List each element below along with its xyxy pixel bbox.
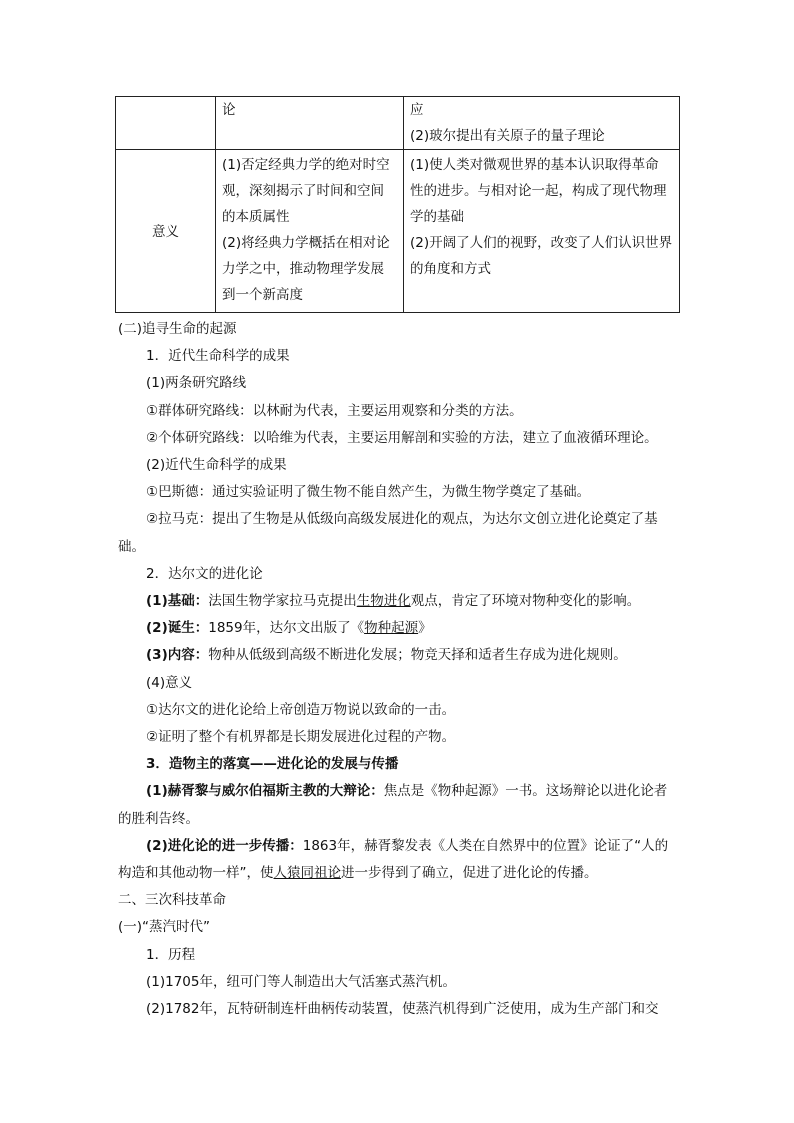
subsection-title: 1．近代生命科学的成果 xyxy=(146,348,290,365)
underlined-term: 生物进化 xyxy=(356,593,411,610)
cell-text: (2)玻尔提出有关原子的量子理论 xyxy=(410,128,605,144)
cell-text: 到一个新高度 xyxy=(222,287,303,303)
paragraph: ①群体研究路线：以林耐为代表，主要运用观察和分类的方法。 xyxy=(146,402,523,419)
section-heading: (二)追寻生命的起源 xyxy=(118,321,237,337)
subsection-title: 2．达尔文的进化论 xyxy=(146,565,263,582)
term-label: (1)赫胥黎与威尔伯福斯主教的大辩论： xyxy=(146,783,384,800)
paragraph: ①达尔文的进化论给上帝创造万物说以致命的一击。 xyxy=(146,701,456,718)
cell-text: (2)开阔了人们的视野，改变了人们认识世界 xyxy=(410,235,673,251)
underlined-term: 人猿同祖论 xyxy=(273,865,341,882)
underlined-term: 物种起源 xyxy=(364,620,419,637)
paragraph xyxy=(118,588,680,615)
text: 物种从低级到高级不断进化发展；物竞天择和适者生存成为进化规则。 xyxy=(208,647,627,664)
paragraph xyxy=(118,642,680,669)
table-row xyxy=(116,97,680,150)
text: 进一步得到了确立，促进了进化论的传播。 xyxy=(341,865,598,882)
text: 1863年，赫胥黎发表《人类在自然界中的位置》论证了“人的构造和其他动物一样”，使 xyxy=(118,837,669,882)
text: 》 xyxy=(418,620,432,637)
text: 观点，肯定了环境对物种变化的影响。 xyxy=(410,593,641,610)
paragraph: ①巴斯德：通过实验证明了微生物不能自然产生，为微生物学奠定了基础。 xyxy=(146,484,591,501)
cell-text: 的本质属性 xyxy=(222,209,290,225)
paragraph: (1)1705年，纽可门等人制造出大气活塞式蒸汽机。 xyxy=(146,973,456,990)
paragraph xyxy=(118,833,680,887)
table-cell xyxy=(216,97,404,150)
cell-text: (1)使人类对微观世界的基本认识取得革命 xyxy=(410,157,659,173)
paragraph: ②个体研究路线：以哈维为代表，主要运用解剖和实验的方法，建立了血液循环理论。 xyxy=(146,429,658,446)
table-cell xyxy=(216,150,404,313)
section-heading: (一)“蒸汽时代” xyxy=(118,919,211,936)
cell-text: (2)将经典力学概括在相对论 xyxy=(222,235,390,251)
cell-text: 力学之中，推动物理学发展 xyxy=(222,261,384,277)
paragraph: (4)意义 xyxy=(146,674,193,691)
paragraph xyxy=(118,778,680,832)
paragraph: ②证明了整个有机界都是长期发展进化过程的产物。 xyxy=(146,729,456,746)
text: 法国生物学家拉马克提出 xyxy=(208,593,357,610)
cell-text: 应 xyxy=(410,102,424,118)
paragraph: (2)1782年，瓦特研制连杆曲柄传动装置，使蒸汽机得到广泛使用，成为生产部门和交 xyxy=(146,1001,659,1018)
paragraph: ②拉马克：提出了生物是从低级向高级发展进化的观点，为达尔文创立进化论奠定了基础。 xyxy=(118,511,658,555)
cell-text: (1)否定经典力学的绝对时空 xyxy=(222,157,390,173)
term-label: (1)基础： xyxy=(146,593,209,610)
cell-text: 学的基础 xyxy=(410,209,464,225)
text: 1859年，达尔文出版了《 xyxy=(208,620,365,637)
row-header-significance: 意义 xyxy=(116,150,216,313)
document-body xyxy=(118,316,680,1023)
paragraph: (1)两条研究路线 xyxy=(146,375,247,392)
cell-text: 观，深刻揭示了时间和空间 xyxy=(222,183,384,199)
subsection-title: 1．历程 xyxy=(146,946,196,963)
comparison-table xyxy=(115,96,680,313)
cell-text: 的角度和方式 xyxy=(410,261,491,277)
term-label: (3)内容： xyxy=(146,647,209,664)
cell-text: 性的进步。与相对论一起，构成了现代物理 xyxy=(410,183,667,199)
paragraph: (2)近代生命科学的成果 xyxy=(146,457,287,474)
paragraph xyxy=(118,615,680,642)
table-cell xyxy=(116,97,216,150)
section-heading: 二、三次科技革命 xyxy=(118,892,226,909)
table-row xyxy=(116,150,680,313)
table-cell xyxy=(404,150,680,313)
cell-text: 论 xyxy=(222,102,236,118)
term-label: (2)诞生： xyxy=(146,620,209,637)
text: 焦点是《物种起源》一书。这场辩论以进化论者的胜利告终。 xyxy=(118,783,668,827)
subsection-title: 3．造物主的落寞——进化论的发展与传播 xyxy=(146,756,399,773)
table-cell xyxy=(404,97,680,150)
term-label: (2)进化论的进一步传播： xyxy=(146,837,303,854)
